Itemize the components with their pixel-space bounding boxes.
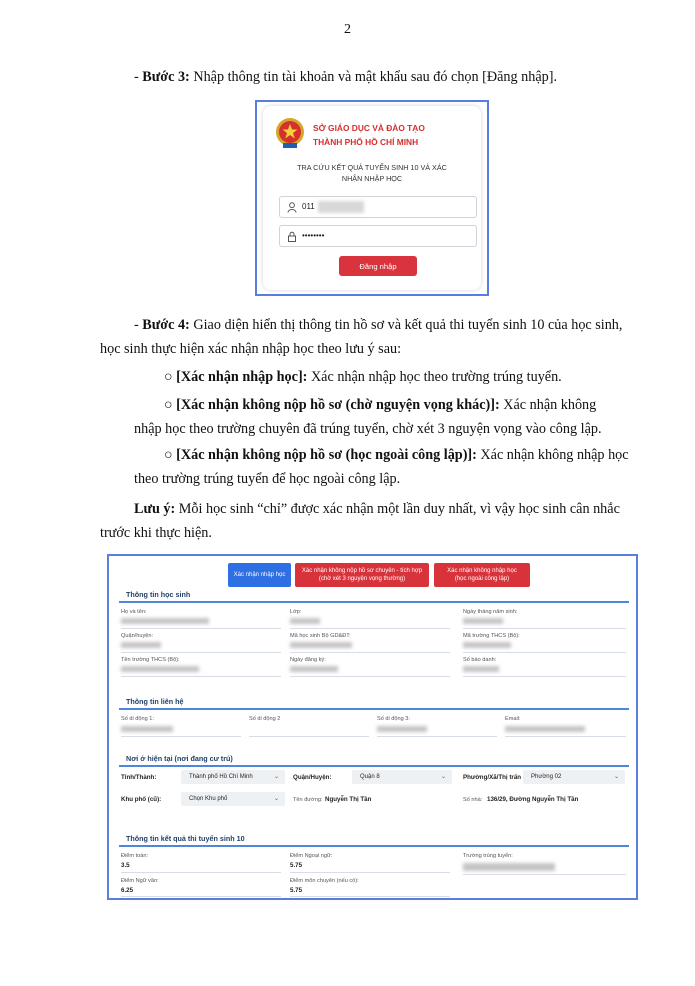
foreign-language-label: Điểm Ngoại ngữ: [290, 853, 333, 859]
login-button[interactable]: Đăng nhập [339, 256, 417, 276]
bullet-text-line2: theo trường trúng tuyển để học ngoài công lập. [134, 471, 401, 487]
redacted-value [121, 642, 161, 648]
field-label: Tên trường THCS (Bộ): [121, 657, 180, 663]
redacted-value [463, 642, 511, 648]
house-value: 136/29, Đường Nguyễn Thị Tần [487, 796, 579, 803]
province-label: Tỉnh/Thành: [121, 774, 157, 781]
step4-prefix: - [134, 317, 143, 333]
username-value: 011 [302, 202, 315, 211]
field-label: Email: [505, 716, 521, 722]
field-underline [463, 676, 626, 677]
lookup-title [263, 162, 481, 184]
ward-label: Phường/Xã/Thị trấn [463, 774, 522, 781]
redacted-value [377, 726, 427, 732]
login-screenshot [255, 100, 489, 296]
field-label: Lớp: [290, 609, 302, 615]
username-redaction [318, 201, 364, 213]
field-label: Họ và tên: [121, 609, 147, 615]
field-underline [121, 896, 281, 897]
step3-text: Nhập thông tin tài khoản và mật khẩu sau đó chọn [Đăng nhập]. [189, 69, 557, 85]
password-field[interactable] [279, 225, 477, 247]
foreign-language-value: 5.75 [290, 862, 303, 869]
field-underline [121, 676, 281, 677]
lookup-title-text: TRA CỨU KẾT QUẢ TUYỂN SINH 10 VÀ XÁC NHẬN NHẬP HỌC [297, 163, 447, 183]
confirm-private-school-button[interactable] [434, 563, 530, 587]
ward-value: Phường 02 [531, 774, 562, 780]
button-sublabel: (chờ xét 3 nguyện vọng thường) [318, 576, 406, 582]
note-label: Lưu ý: [134, 501, 176, 517]
field-label: Mã trường THCS (Bộ): [463, 633, 520, 639]
bullet-marker: ○ [164, 397, 177, 413]
redacted-value [121, 666, 199, 672]
chevron-down-icon: ⌄ [613, 774, 619, 780]
redacted-value [290, 618, 320, 624]
chevron-down-icon: ⌄ [273, 796, 279, 802]
redacted-value [290, 666, 338, 672]
lock-icon [287, 231, 297, 242]
math-value: 3.5 [121, 862, 130, 869]
field-underline [290, 872, 450, 873]
quarter-value: Chọn Khu phố [189, 796, 228, 802]
step4-line1: Giao diện hiển thị thông tin hồ sơ và kết quả thi tuyển sinh 10 của học sinh, [189, 317, 623, 333]
bullet-text-line2: nhập học theo trường chuyên đã trúng tuyển, chờ xét 3 nguyện vọng vào công lập. [134, 421, 602, 437]
bullet-marker: ○ [164, 447, 177, 463]
field-label: Số di động 2 [249, 716, 281, 722]
section-title-student: Thông tin học sinh [126, 590, 191, 599]
confirm-wait-other-button[interactable] [295, 563, 429, 587]
field-underline [121, 652, 281, 653]
quarter-select[interactable] [181, 792, 285, 806]
district-value: Quận 8 [360, 774, 380, 780]
org-name-line2: THÀNH PHỐ HỒ CHÍ MINH [313, 137, 419, 147]
note-line1: Mỗi học sinh “chỉ” được xác nhận một lần duy nhất, vì vậy học sinh cân nhắc [175, 501, 620, 517]
section-title-exam: Thông tin kết quả thi tuyển sinh 10 [126, 834, 245, 843]
bullet-label: [Xác nhận không nộp hồ sơ (học ngoài công lập)]: [176, 447, 477, 463]
step3-label: Bước 3: [142, 69, 190, 85]
house-label: Số nhà: [463, 797, 483, 803]
field-label: Quận/huyện: [121, 633, 154, 639]
specialized-label: Điểm môn chuyên (nếu có): [290, 878, 359, 884]
bullet-wait-other-choice [134, 394, 654, 440]
emblem-icon [275, 116, 305, 150]
field-underline [290, 676, 450, 677]
button-sublabel: (học ngoài công lập) [454, 576, 510, 582]
field-underline [505, 736, 626, 737]
math-label: Điểm toán: [121, 853, 149, 859]
redacted-value [290, 642, 352, 648]
org-name-line1: SỞ GIÁO DỤC VÀ ĐÀO TẠO [313, 123, 425, 133]
province-select[interactable] [181, 770, 285, 784]
password-value: •••••••• [302, 231, 325, 240]
step3-prefix: - [134, 69, 143, 85]
field-label: Số di động 3: [377, 716, 410, 722]
button-label: Xác nhận nhập học [233, 572, 286, 578]
field-label: Số di động 1: [121, 716, 154, 722]
field-underline [290, 628, 450, 629]
step3-paragraph [134, 66, 557, 88]
redacted-value [463, 863, 555, 871]
username-field[interactable] [279, 196, 477, 218]
button-label: Xác nhận không nộp hồ sơ chuyên - tích hợp [301, 568, 423, 574]
bullet-label: [Xác nhận nhập học]: [176, 369, 308, 385]
field-underline [121, 736, 241, 737]
field-underline [290, 652, 450, 653]
street-value: Nguyễn Thị Tần [325, 796, 372, 803]
admitted-school-label: Trường trúng tuyển: [463, 853, 513, 859]
field-label: Số báo danh: [463, 657, 497, 663]
step4-label: Bước 4: [142, 317, 190, 333]
district-label: Quận/Huyện: [293, 774, 332, 781]
ward-select[interactable] [523, 770, 625, 784]
field-underline [249, 736, 369, 737]
step4-paragraph [100, 314, 660, 360]
user-icon [287, 202, 297, 213]
note-line2: trước khi thực hiện. [100, 525, 212, 541]
redacted-value [121, 618, 209, 624]
redacted-value [121, 726, 173, 732]
bullet-text: Xác nhận nhập học theo trường trúng tuyển. [307, 369, 562, 385]
login-card [263, 106, 481, 290]
page-number: 2 [344, 22, 351, 37]
step4-line2: học sinh thực hiện xác nhận nhập học theo lưu ý sau: [100, 341, 402, 357]
district-select[interactable] [352, 770, 452, 784]
bullet-text: Xác nhận không nhập học [476, 447, 629, 463]
bullet-label: [Xác nhận không nộp hồ sơ (chờ nguyện vọng khác)]: [176, 397, 500, 413]
section-divider [119, 765, 629, 767]
field-label: Mã học sinh Bộ GD&ĐT: [290, 633, 351, 639]
section-divider [119, 601, 629, 603]
confirm-enroll-button[interactable] [228, 563, 291, 587]
section-divider [119, 708, 629, 710]
bullet-private-school [134, 444, 654, 490]
field-underline [377, 736, 497, 737]
chevron-down-icon: ⌄ [440, 774, 446, 780]
literature-label: Điểm Ngữ văn: [121, 878, 159, 884]
field-underline [463, 652, 626, 653]
section-title-residence: Nơi ở hiện tại (nơi đang cư trú) [126, 754, 233, 763]
province-value: Thành phố Hồ Chí Minh [189, 774, 253, 780]
redacted-value [505, 726, 585, 732]
button-label: Xác nhận không nhập học [447, 568, 517, 574]
street-label: Tên đường: [293, 797, 323, 803]
section-title-contact: Thông tin liên hệ [126, 697, 184, 706]
bullet-marker: ○ [164, 369, 177, 385]
chevron-down-icon: ⌄ [273, 774, 279, 780]
note-paragraph [100, 498, 660, 544]
field-underline [121, 872, 281, 873]
quarter-label: Khu phố (cũ): [121, 796, 162, 803]
field-underline [121, 628, 281, 629]
redacted-value [463, 666, 499, 672]
specialized-value: 5.75 [290, 887, 303, 894]
bullet-text: Xác nhận không [499, 397, 597, 413]
field-label: Ngày đăng ký: [290, 657, 326, 663]
field-label: Ngày tháng năm sinh: [463, 609, 518, 615]
bullet-confirm-enroll [164, 366, 562, 388]
field-underline [463, 874, 626, 875]
field-underline [463, 628, 626, 629]
section-divider [119, 845, 629, 847]
redacted-value [463, 618, 503, 624]
field-underline [290, 896, 450, 897]
result-screenshot [107, 554, 638, 900]
literature-value: 6.25 [121, 887, 134, 894]
